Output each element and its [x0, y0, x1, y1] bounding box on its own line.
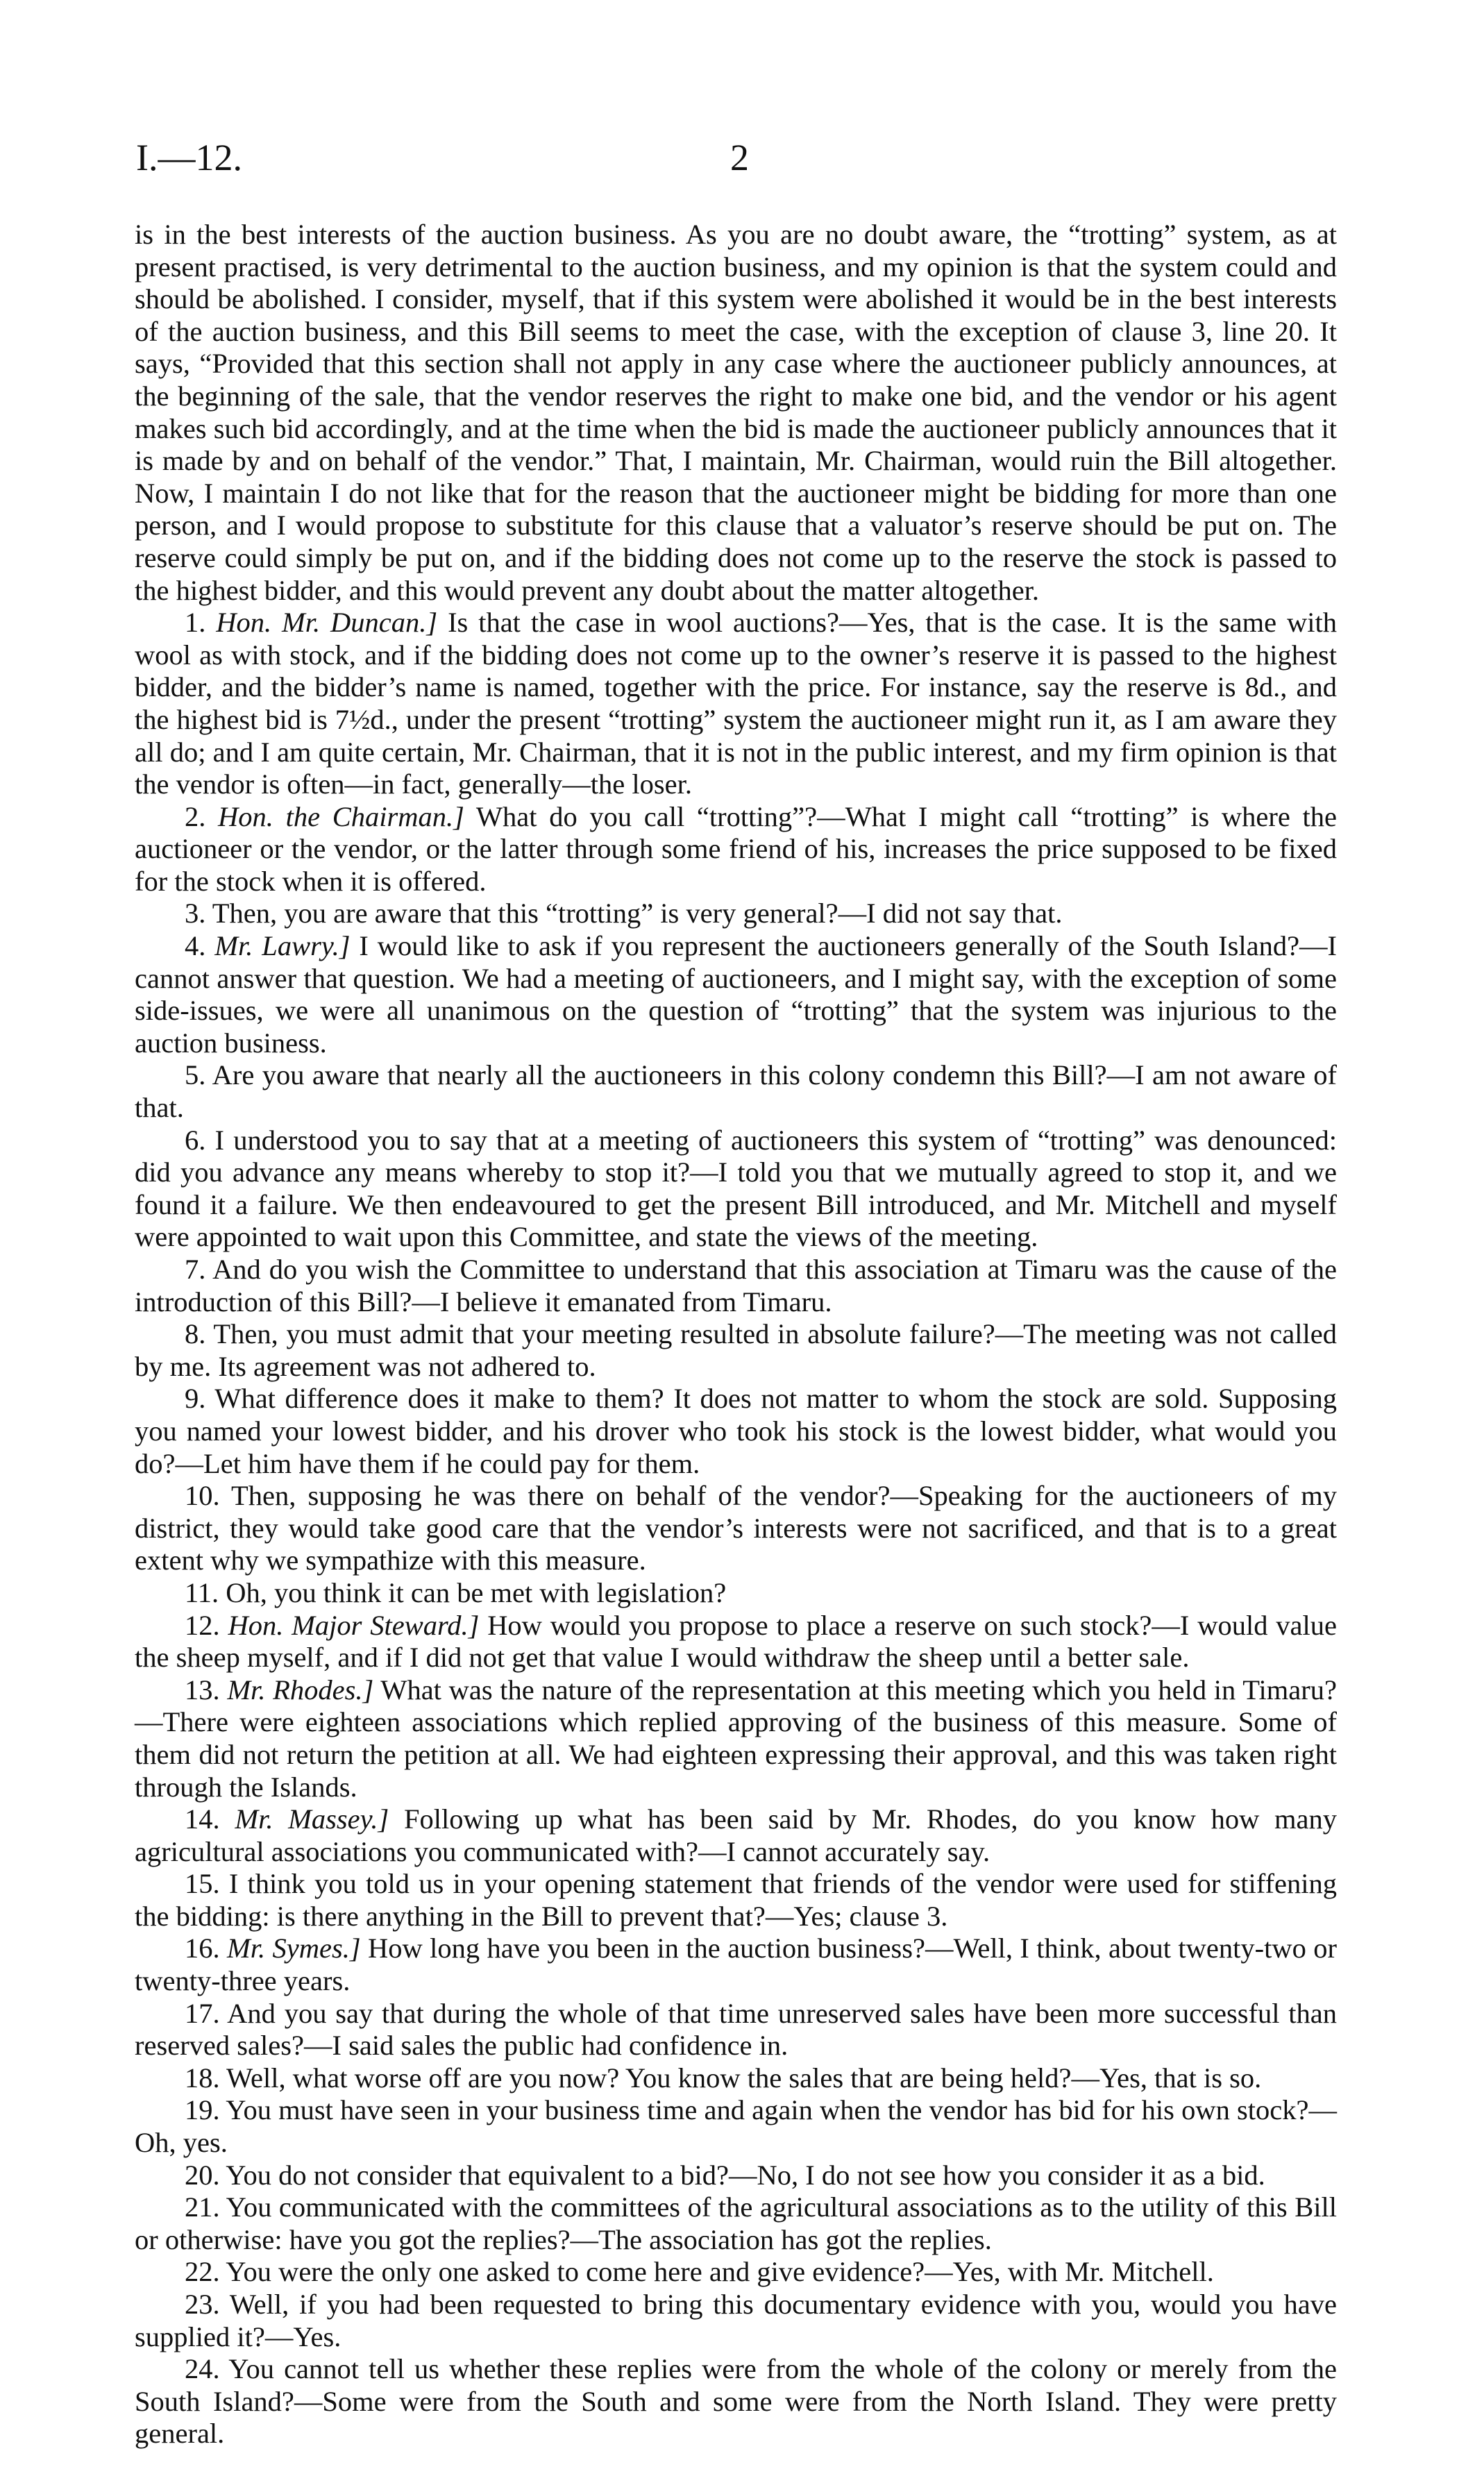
- question-number: 24.: [185, 2353, 220, 2385]
- question-text: Following up what has been said by Mr. Rhodes, do you know how many agricultural associations you communicated with?—I cannot accurately say.: [135, 1803, 1338, 1867]
- question-paragraph: [135, 1125, 1337, 1254]
- question-paragraph: [135, 801, 1337, 898]
- question-text: And you say that during the whole of that time unreserved sales have been more successful than reserved sales?—I said sales the public had confidence in.: [135, 1997, 1338, 2062]
- document-body: [135, 219, 1337, 2450]
- question-number: 23.: [185, 2289, 220, 2320]
- question-text: You do not consider that equivalent to a bid?—No, I do not see how you consider it as a bid.: [226, 2159, 1265, 2191]
- question-number: 12.: [185, 1609, 220, 1641]
- question-text: What was the nature of the representation at this meeting which you held in Timaru?—There were eighteen associations which replied approving of the business of this measure. Some of them did not return the petition at all. We had eighteen expressing their approval, and this was taken right through the Islands.: [135, 1674, 1337, 1803]
- question-paragraph: [135, 1674, 1337, 1803]
- question-number: 1.: [185, 607, 206, 639]
- question-text: You must have seen in your business time and again when the vendor has bid for his own stock?—Oh, yes.: [135, 2094, 1337, 2159]
- question-paragraph: [135, 2353, 1337, 2450]
- question-number: 9.: [185, 1383, 206, 1415]
- question-paragraph: [135, 1383, 1337, 1480]
- question-text: Are you aware that nearly all the auctioneers in this colony condemn this Bill?—I am not aware of that.: [135, 1059, 1337, 1124]
- question-number: 5.: [185, 1059, 206, 1091]
- question-number: 16.: [185, 1932, 220, 1964]
- question-text: And do you wish the Committee to understand that this association at Timaru was the cause of the introduction of this Bill?—I believe it emanated from Timaru.: [135, 1254, 1337, 1317]
- question-number: 19.: [185, 2094, 220, 2126]
- question-text: Then, you must admit that your meeting resulted in absolute failure?—The meeting was not called by me. Its agreement was not adhered to.: [135, 1318, 1337, 1382]
- question-paragraph: [135, 2256, 1337, 2289]
- question-number: 14.: [185, 1803, 220, 1835]
- question-text: What difference does it make to them? It does not matter to whom the stock are sold. Supposing you named your lowest bidder, and his drover who took his stock is the lowest bidder, what would you do?—Let him have them if he could pay for them.: [135, 1383, 1337, 1479]
- speaker-name: Hon. Major Steward.]: [228, 1609, 480, 1641]
- question-number: 18.: [185, 2062, 220, 2094]
- question-text: How long have you been in the auction business?—Well, I think, about twenty-two or twenty-three years.: [135, 1932, 1338, 1997]
- question-text: Is that the case in wool auctions?—Yes, that is the case. It is the same with wool as with stock, and if the bidding does not come up to the owner’s reserve it is passed to the highest bidder, and the bidder’s name is named, together with the price. For instance, say the reserve is 8d., and the highest bid is 7½d., under the present “trotting” system the auctioneer might run it, as I am aware they all do; and I am quite certain, Mr. Chairman, that it is not in the public interest, and my firm opinion is that the vendor is often—in fact, generally—the loser.: [135, 607, 1337, 800]
- question-paragraph: [135, 1932, 1337, 1997]
- question-text: How would you propose to place a reserve on such stock?—I would value the sheep myself, and if I did not get that value I would withdraw the sheep until a better sale.: [135, 1609, 1337, 1674]
- question-text: You cannot tell us whether these replies were from the whole of the colony or merely from the South Island?—Some were from the South and some were from the North Island. They were pretty general.: [135, 2353, 1337, 2450]
- question-paragraph: [135, 2062, 1337, 2095]
- question-paragraph: [135, 930, 1337, 1059]
- question-paragraph: [135, 898, 1337, 930]
- question-number: 4.: [185, 930, 206, 962]
- question-paragraph: [135, 1998, 1337, 2062]
- page-number: 2: [730, 137, 749, 178]
- question-paragraph: [135, 2159, 1337, 2192]
- question-text: Then, you are aware that this “trotting” is very general?—I did not say that.: [212, 898, 1063, 929]
- question-paragraph: [135, 2191, 1337, 2256]
- paper-reference: I.—12.: [136, 137, 242, 178]
- question-paragraph: [135, 607, 1337, 801]
- question-number: 2.: [185, 800, 206, 832]
- speaker-name: Mr. Symes.]: [227, 1932, 361, 1964]
- question-paragraph: [135, 2289, 1337, 2353]
- question-number: 13.: [185, 1674, 220, 1706]
- question-number: 7.: [185, 1254, 206, 1285]
- question-paragraph: [135, 1610, 1337, 1674]
- question-number: 17.: [185, 1997, 220, 2029]
- question-text: Well, if you had been requested to bring this documentary evidence with you, would you have supplied it?—Yes.: [135, 2289, 1337, 2352]
- question-number: 3.: [185, 898, 206, 929]
- speaker-name: Hon. Mr. Duncan.]: [216, 607, 438, 639]
- question-number: 8.: [185, 1318, 206, 1350]
- question-paragraph: [135, 1480, 1337, 1577]
- speaker-name: Mr. Lawry.]: [214, 930, 351, 962]
- question-text: You were the only one asked to come here and give evidence?—Yes, with Mr. Mitchell.: [226, 2256, 1214, 2288]
- question-paragraph: [135, 2094, 1337, 2159]
- question-text: Oh, you think it can be met with legislation?: [226, 1576, 727, 1608]
- question-text: What do you call “trotting”?—What I might call “trotting” is where the auctioneer or the vendor, or the latter through some friend of his, increases the price supposed to be fixed for the stock when it is offered.: [135, 800, 1337, 897]
- question-number: 6.: [185, 1124, 206, 1156]
- question-number: 10.: [185, 1480, 220, 1512]
- intro-paragraph: is in the best interests of the auction business. As you are no doubt aware, the “trotting” system, as at present practised, is very detrimental to the auction business, and my opinion is that the system could and should be abolished. I consider, myself, that if this system were abolished it would be in the best interests of the auction business, and this Bill seems to meet the case, with the exception of clause 3, line 20. It says, “Provided that this section shall not apply in any case where the auctioneer publicly announces, at the beginning of the sale, that the vendor reserves the right to make one bid, and the vendor or his agent makes such bid accordingly, and at the time when the bid is made the auctioneer publicly announces that it is made by and on behalf of the vendor.” That, I maintain, Mr. Chairman, would ruin the Bill altogether. Now, I maintain I do not like that for the reason that the auctioneer might be bidding for more than one person, and I would propose to substitute for this clause that a valuator’s reserve should be put on. The reserve could simply be put on, and if the bidding does not come up to the reserve the stock is passed to the highest bidder, and this would prevent any doubt about the matter altogether.: [135, 219, 1337, 606]
- question-paragraph: [135, 1868, 1337, 1932]
- question-number: 22.: [185, 2256, 220, 2288]
- speaker-name: Hon. the Chairman.]: [218, 800, 464, 832]
- question-text: I would like to ask if you represent the auctioneers generally of the South Island?—I cannot answer that question. We had a meeting of auctioneers, and I might say, with the exception of some side-issues, we were all unanimous on the question of “trotting” that the system was injurious to the auction business.: [135, 930, 1338, 1059]
- question-text: You communicated with the committees of the agricultural associations as to the utility of this Bill or otherwise: have you got the replies?—The association has got the replies.: [135, 2191, 1337, 2255]
- question-number: 11.: [185, 1576, 219, 1608]
- question-text: Then, supposing he was there on behalf of the vendor?—Speaking for the auctioneers of my district, they would take good care that the vendor’s interests were not sacrificed, and that is to a great extent why we sympathize with this measure.: [135, 1480, 1337, 1576]
- question-number: 15.: [185, 1868, 220, 1900]
- speaker-name: Mr. Massey.]: [235, 1803, 389, 1835]
- question-number: 20.: [185, 2159, 220, 2191]
- speaker-name: Mr. Rhodes.]: [227, 1674, 374, 1706]
- question-paragraph: [135, 1318, 1337, 1383]
- question-list: [135, 607, 1337, 2450]
- question-number: 21.: [185, 2191, 220, 2223]
- question-paragraph: [135, 1254, 1337, 1318]
- question-text: I understood you to say that at a meeting of auctioneers this system of “trotting” was denounced: did you advance any means whereby to stop it?—I told you that we mutually agreed to stop it, and we found it a failure. We then endeavoured to get the present Bill introduced, and Mr. Mitchell and myself were appointed to wait upon this Committee, and state the views of the meeting.: [135, 1124, 1338, 1253]
- question-text: I think you told us in your opening statement that friends of the vendor were used for stiffening the bidding: is there anything in the Bill to prevent that?—Yes; clause 3.: [135, 1868, 1337, 1932]
- question-paragraph: [135, 1803, 1337, 1868]
- question-text: Well, what worse off are you now? You know the sales that are being held?—Yes, that is so.: [226, 2062, 1262, 2094]
- question-paragraph: [135, 1059, 1337, 1124]
- question-paragraph: [135, 1577, 1337, 1610]
